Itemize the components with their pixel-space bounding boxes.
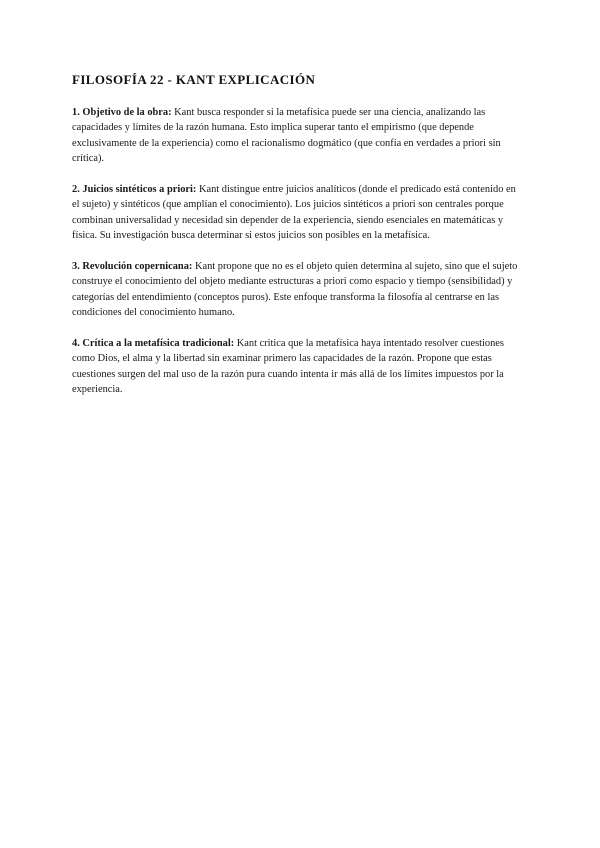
document-title: FILOSOFÍA 22 - KANT EXPLICACIÓN	[72, 72, 316, 87]
section-objetivo	[72, 105, 524, 167]
section-body: Kant distingue entre juicios analíticos (donde el predicado está contenido en el sujeto) y sintéticos (que amplían el conocimiento). Los juicios sintéticos a priori son centrales porque combinan universalidad y necesidad sin depender de la experiencia, siendo esenciales en matemáticas y física. Su investigación busca determinar si estos juicios son posibles en la metafísica.	[72, 184, 516, 242]
section-heading: 2. Juicios sintéticos a priori:	[72, 184, 197, 196]
section-heading: 4. Crítica a la metafísica tradicional:	[72, 338, 235, 350]
section-body: Kant propone que no es el objeto quien determina al sujeto, sino que el sujeto construye el conocimiento del objeto mediante estructuras a priori como espacio y tiempo (sensibilidad) y categorías del entendimiento (conceptos puros). Este enfoque transforma la filosofía al centrarse en las condiciones del conocimiento humano.	[72, 261, 518, 319]
section-revolucion	[72, 259, 524, 321]
document-content	[72, 72, 524, 413]
section-body: Kant critica que la metafísica haya intentado resolver cuestiones como Dios, el alma y la libertad sin examinar primero las capacidades de la razón. Propone que estas cuestiones surgen del mal uso de la razón pura cuando intenta ir más allá de los límites impuestos por la experiencia.	[72, 338, 504, 396]
section-heading: 1. Objetivo de la obra:	[72, 107, 172, 118]
section-heading: 3. Revolución copernicana:	[72, 261, 193, 273]
section-juicios	[72, 182, 524, 244]
section-body: Kant busca responder si la metafísica puede ser una ciencia, analizando las capacidades y límites de la razón humana. Esto implica superar tanto el empirismo (que depende exclusivamente de la experiencia) como el racionalismo dogmático (que confía en verdades a priori sin crítica).	[72, 107, 501, 165]
section-critica	[72, 336, 524, 398]
